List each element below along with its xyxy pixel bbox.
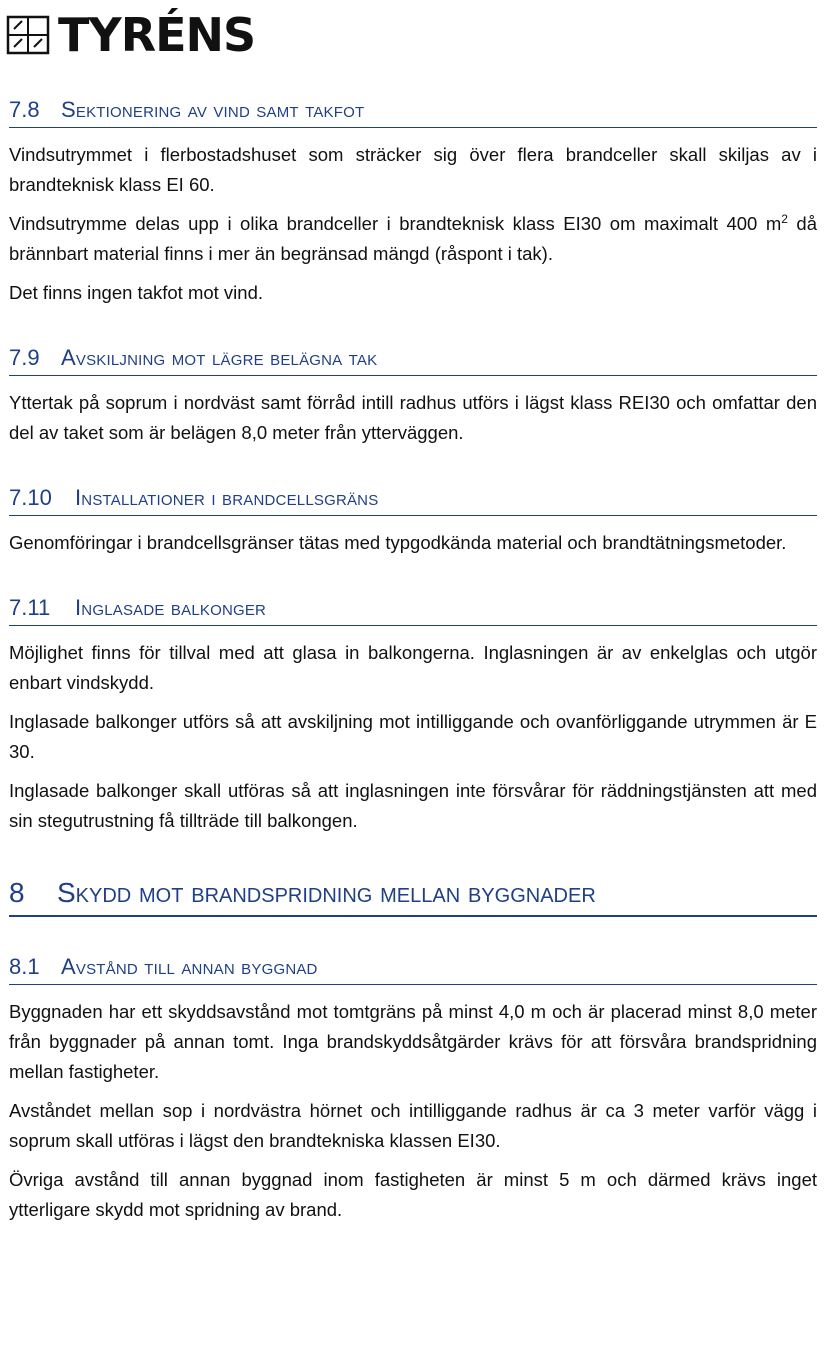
- section-heading: [9, 344, 817, 376]
- section-number: 7.11: [9, 595, 51, 620]
- paragraph: Inglasade balkonger utförs så att avskiljning mot intilliggande och ovanförliggande utrymmen är E 30.: [9, 711, 817, 762]
- section-number: 7.10: [9, 485, 52, 510]
- paragraph: Yttertak på soprum i nordväst samt förråd intill radhus utförs i lägst klass REI30 och omfattar den del av taket som är belägen 8,0 meter från ytterväggen.: [9, 392, 817, 443]
- section-title: Avskiljning mot lägre belägna tak: [61, 345, 378, 370]
- section-number: 7.8: [9, 97, 40, 122]
- section-title: Inglasade balkonger: [75, 595, 267, 620]
- paragraph: Övriga avstånd till annan byggnad inom fastigheten är minst 5 m och därmed krävs inget ytterligare skydd mot spridning av brand.: [9, 1169, 817, 1220]
- section-title: Sektionering av vind samt takfot: [61, 97, 365, 122]
- paragraph: Byggnaden har ett skyddsavstånd mot tomtgräns på minst 4,0 m och är placerad minst 8,0 meter från byggnader på annan tomt. Inga brandskyddsåtgärder krävs för att försvåra brandspridning mellan fastigheter.: [9, 1001, 817, 1082]
- paragraph: Avståndet mellan sop i nordvästra hörnet och intilliggande radhus är ca 3 meter varför vägg i soprum skall utföras i lägst den brandtekniska klassen EI30.: [9, 1100, 817, 1151]
- section-number: 8.1: [9, 954, 40, 979]
- chapter-number: 8: [9, 877, 25, 908]
- section-title: Installationer i brandcellsgräns: [75, 485, 379, 510]
- section-title: Avstånd till annan byggnad: [61, 954, 318, 979]
- section-heading: [9, 953, 817, 985]
- section-heading: [9, 594, 817, 626]
- chapter-heading: [9, 876, 817, 917]
- paragraph: Vindsutrymmet i flerbostadshuset som sträcker sig över flera brandceller skall skiljas av i brandteknisk klass EI 60.: [9, 144, 817, 195]
- section-heading: [9, 96, 817, 128]
- paragraph: Möjlighet finns för tillval med att glasa in balkongerna. Inglasningen är av enkelglas och utgör enbart vindskydd.: [9, 642, 817, 693]
- paragraph: Inglasade balkonger skall utföras så att inglasningen inte försvårar för räddningstjänsten att med sin stegutrustning få tillträde till balkongen.: [9, 780, 817, 831]
- paragraph: Det finns ingen takfot mot vind.: [9, 282, 263, 303]
- tyrens-logo-icon: [6, 15, 50, 55]
- section-heading: [9, 484, 817, 516]
- document-body: [9, 96, 817, 1225]
- paragraph: Genomföringar i brandcellsgränser tätas med typgodkända material och brandtätningsmetoder.: [9, 532, 787, 553]
- logo-wordmark: TYRÉNS: [58, 8, 256, 62]
- chapter-title: Skydd mot brandspridning mellan byggnader: [57, 877, 596, 908]
- paragraph: Vindsutrymme delas upp i olika brandceller i brandteknisk klass EI30 om maximalt 400 $m^2$ då brännbart material finns i mer än begränsad mängd (råspont i tak).: [9, 211, 818, 264]
- company-logo: [6, 10, 255, 60]
- section-number: 7.9: [9, 345, 40, 370]
